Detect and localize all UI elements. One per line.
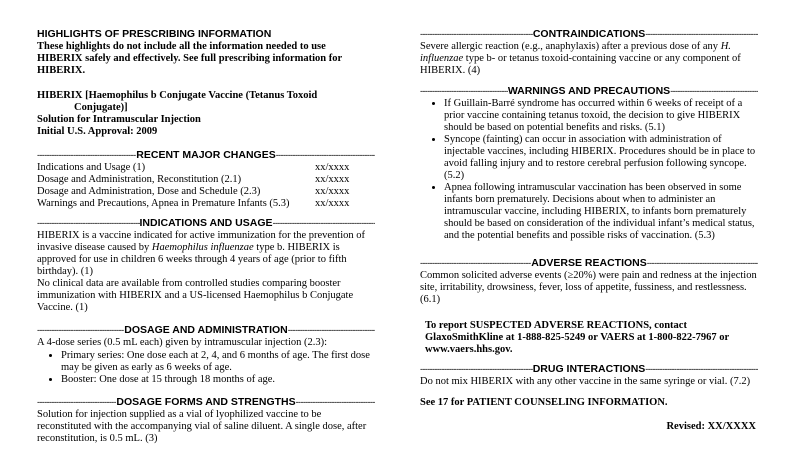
dosage-item: • Booster: One dose at 15 through 18 months of age. — [61, 374, 375, 386]
formulation: Solution for Intramuscular Injection — [37, 114, 201, 125]
highlights-title: HIGHLIGHTS OF PRESCRIBING INFORMATION — [37, 28, 272, 40]
adverse-text: Common solicited adverse events (≥20%) were pain and redness at the injection site, irritability, drowsiness, fever, loss of appetite, fussiness, and restlessness. (6.1) — [420, 270, 757, 305]
initial-approval: Initial U.S. Approval: 2009 — [37, 126, 158, 137]
product-name: HIBERIX [Haemophilus b Conjugate Vaccine (Tetanus Toxoid — [37, 90, 318, 101]
dosage-heading: ----- DOSAGE AND ADMINISTRATION ----- — [37, 324, 375, 336]
forms-heading: ----- DOSAGE FORMS AND STRENGTHS ----- — [37, 396, 375, 408]
indications-heading: ----- INDICATIONS AND USAGE ----- — [37, 217, 375, 229]
dosage-list — [37, 350, 375, 386]
contraindications-text: Severe allergic reaction (e.g., anaphylaxis) after a previous dose of any H. influenzae type b- or tetanus toxoid-containing vaccine or any component of HIBERIX. (4) — [420, 41, 741, 76]
dosage-item: • Primary series: One dose each at 2, 4, and 6 months of age. The first dose may be given as early as 6 weeks of age. — [61, 350, 375, 374]
product-name-cont: Conjugate)] — [74, 102, 128, 113]
adverse-heading: ----- ADVERSE REACTIONS ----- — [420, 257, 758, 269]
patient-counseling: See 17 for PATIENT COUNSELING INFORMATION. — [420, 397, 668, 408]
dosage-intro: A 4-dose series (0.5 mL each) given by intramuscular injection (2.3): — [37, 337, 328, 348]
interactions-text: Do not mix HIBERIX with any other vaccine in the same syringe or vial. (7.2) — [420, 376, 751, 387]
revised-date: Revised: XX/XXXX — [666, 421, 756, 432]
recent-change-row: Dosage and Administration, Dose and Schedule (2.3) xx/xxxx — [37, 186, 350, 197]
recent-change-row: Warnings and Precautions, Apnea in Premature Infants (5.3) xx/xxxx — [37, 198, 350, 209]
forms-text: Solution for injection supplied as a vial of lyophilized vaccine to be reconstituted with the accompanying vial of saline diluent. A single dose, after reconstitution, is 0.5 mL. (3) — [37, 409, 367, 444]
recent-change-row: Dosage and Administration, Reconstitution (2.1) xx/xxxx — [37, 174, 350, 185]
indications-note: No clinical data are available from controlled studies comparing booster immunization with HIBERIX and a US-licensed Haemophilus b Conjugate Vaccine. (1) — [37, 278, 354, 313]
warning-item: • If Guillain-Barré syndrome has occurred within 6 weeks of receipt of a prior vaccine containing tetanus toxoid, the decision to give HIBERIX should be based on potential benefits and risks. (5.1) — [444, 98, 758, 134]
warnings-list — [420, 98, 758, 242]
recent-change-row: Indications and Usage (1) xx/xxxx — [37, 162, 350, 173]
recent-changes-heading: ----- RECENT MAJOR CHANGES ----- — [37, 149, 375, 161]
highlights-disclaimer: These highlights do not include all the information needed to use HIBERIX safely and effectively. See full prescribing information for HIBERIX. — [37, 41, 342, 76]
warnings-heading: ----- WARNINGS AND PRECAUTIONS ----- — [420, 85, 758, 97]
warning-item: • Apnea following intramuscular vaccination has been observed in some infants born prematurely. Decisions about when to administer an intramuscular vaccine, including HIBERIX, to infants born prematurely should be based on consideration of the individual infant’s medical status, and the potential benefits and possible risks of vaccination. (5.3) — [444, 182, 758, 242]
warning-item: • Syncope (fainting) can occur in association with administration of injectable vaccines, including HIBERIX. Procedures should be in place to avoid falling injury and to restore cerebral perfusion following syncope. (5.2) — [444, 134, 758, 182]
indications-text: HIBERIX is a vaccine indicated for active immunization for the prevention of invasive disease caused by Haemophilus influenzae type b. HIBERIX is approved for use in children 6 weeks through 4 years of age (prior to fifth birthday). (1) — [37, 230, 366, 277]
contraindications-heading: ----- CONTRAINDICATIONS ----- — [420, 28, 758, 40]
recent-changes-list — [37, 162, 375, 210]
interactions-heading: ----- DRUG INTERACTIONS ----- — [420, 363, 758, 375]
adverse-report: To report SUSPECTED ADVERSE REACTIONS, contact GlaxoSmithKline at 1-888-825-5249 or VAERS at 1-800-822-7967 or www.vaers.hhs.gov. — [425, 320, 730, 355]
